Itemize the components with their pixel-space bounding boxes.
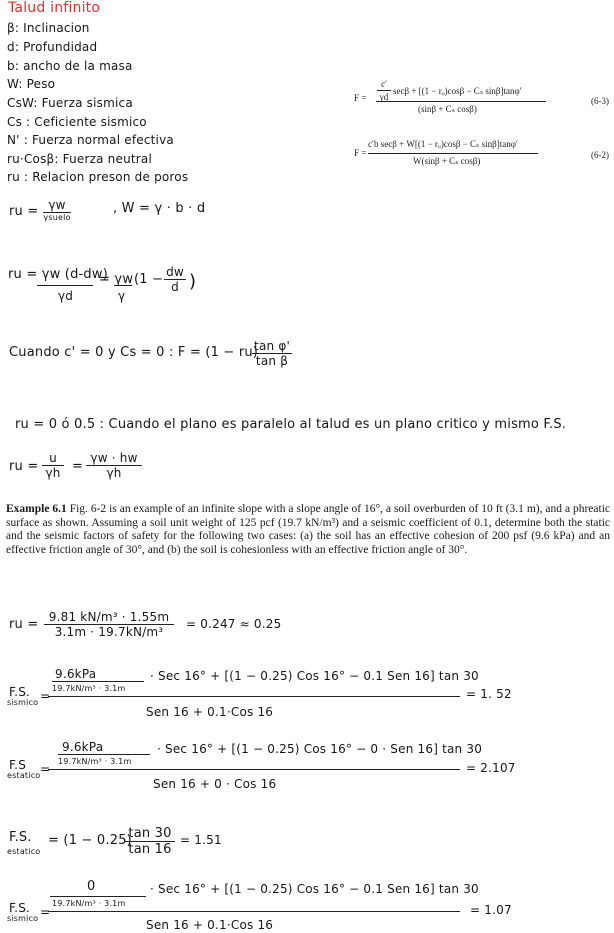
equation-tag: (6-2) <box>591 150 609 160</box>
page-title: Talud infinito <box>8 0 101 16</box>
definition-item: b: ancho de la masa <box>7 59 133 73</box>
definition-item: ru : Relacion preson de poros <box>7 170 189 184</box>
fraction-bar <box>368 153 538 154</box>
formula-numerator: secβ + [(1 − rᵤ)cosβ − Cₛ sinβ]tanφ′ <box>393 86 522 96</box>
formula-lhs: F = <box>354 148 367 158</box>
equation-tag: (6-3) <box>591 96 609 106</box>
formula-denominator: W(sinβ + Cₛ cosβ) <box>413 156 481 166</box>
fraction-bar <box>376 101 546 102</box>
formula-lhs: F = <box>354 93 367 103</box>
formula-inner-fraction: c′ γd <box>377 79 391 102</box>
formula-denominator: (sinβ + Cₛ cosβ) <box>418 104 477 114</box>
definition-item: ru·Cosβ: Fuerza neutral <box>7 152 152 166</box>
critical-plane-note: ru = 0 ó 0.5 : Cuando el plano es paralelo al talud es un plano critico y mismo F.S. <box>15 417 567 432</box>
definition-item: W: Peso <box>7 77 56 91</box>
definition-item: d: Profundidad <box>7 40 98 54</box>
formula-numerator: c′b secβ + W[(1 − rᵤ)cosβ − Cₛ sinβ]tanφ′ <box>368 139 518 149</box>
definition-item: N' : Fuerza normal efectiva <box>7 133 174 147</box>
example-label: Example 6.1 <box>6 503 67 515</box>
example-text: Fig. 6-2 is an example of an infinite slope with a slope angle of 16°, a soil overburden of 10 ft (3.1 m), and a phreatic surface as shown. Assuming a soil unit weight of 125 pcf (19.7 kN/m³) and a seismic coefficient of 0.1, determine both the static and the seismic factors of safety for the following two cases: (a) the soil has an effective cohesion of 200 psf (9.6 kPa) and an effective friction angle of 30°, and (b) the soil is cohesionless with an effective friction angle of 30°. <box>6 503 611 556</box>
definition-item: CsW: Fuerza sismica <box>7 96 133 110</box>
definition-item: β: Inclinacion <box>7 21 90 35</box>
example-6-1 <box>6 503 610 557</box>
definition-item: Cs : Ceficiente sismico <box>7 115 147 129</box>
